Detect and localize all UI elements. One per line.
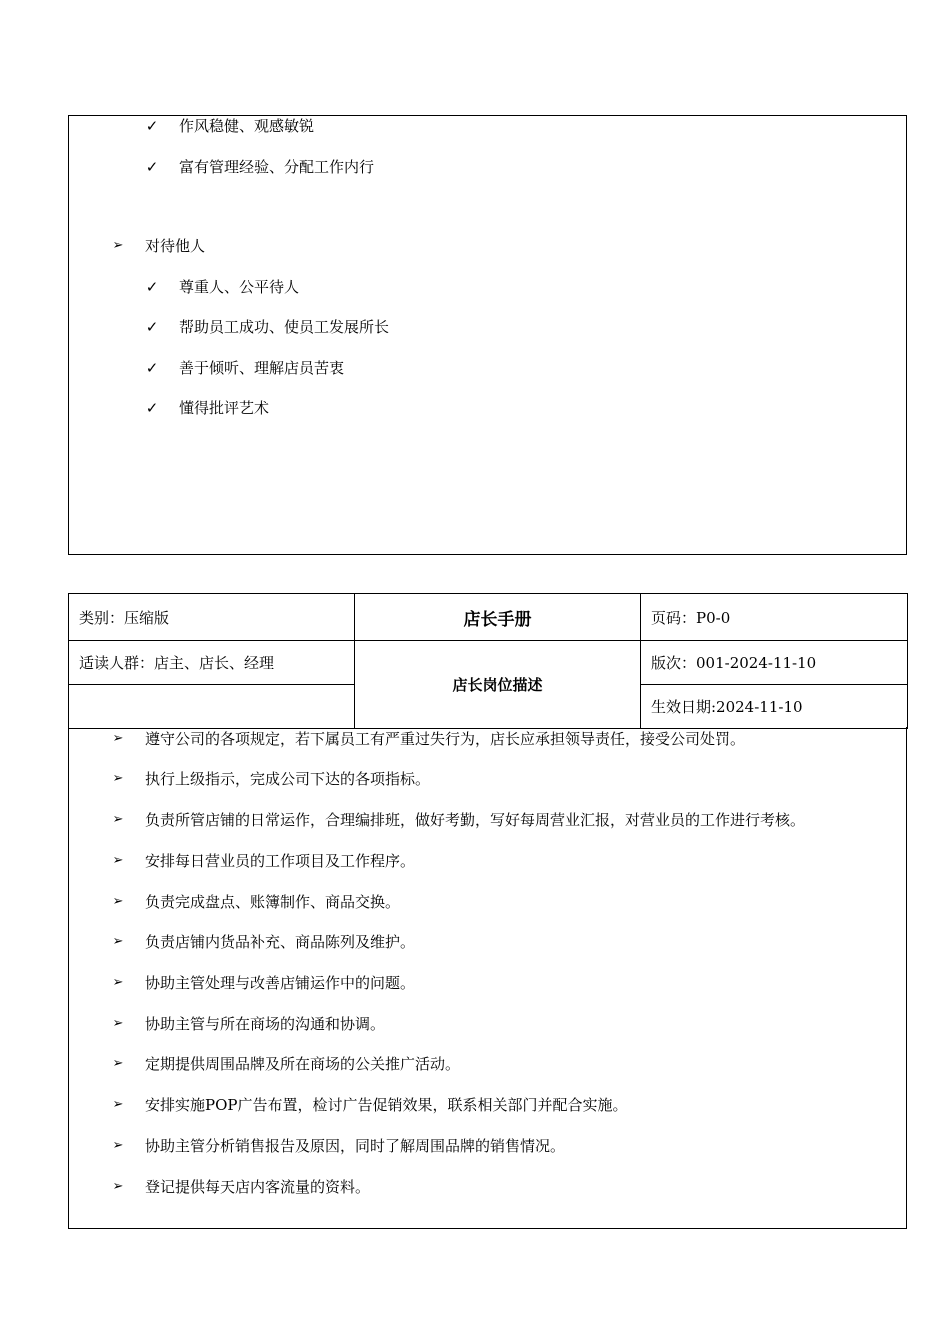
duty-item: 负责完成盘点、账簿制作、商品交换。 xyxy=(145,893,401,911)
duty-item: 负责店铺内货品补充、商品陈列及维护。 xyxy=(145,933,416,951)
arrow-bullet-icon: ➢ xyxy=(112,934,124,949)
duty-item: 登记提供每天店内客流量的资料。 xyxy=(145,1178,371,1196)
arrow-bullet-icon: ➢ xyxy=(112,731,124,746)
duty-item: 协助主管处理与改善店铺运作中的问题。 xyxy=(145,974,416,992)
list-item: 尊重人、公平待人 xyxy=(179,278,300,296)
list-item: 帮助员工成功、使员工发展所长 xyxy=(179,318,390,336)
arrow-bullet-icon: ➢ xyxy=(112,771,124,786)
document-subtitle: 店长岗位描述 xyxy=(355,641,641,729)
arrow-bullet-icon: ➢ xyxy=(112,238,124,253)
page-code-cell: 页码：P0-0 xyxy=(641,594,908,641)
list-item: 善于倾听、理解店员苦衷 xyxy=(179,359,345,377)
check-icon: ✓ xyxy=(145,158,159,176)
duty-item: 负责所管店铺的日常运作，合理编排班，做好考勤，写好每周营业汇报，对营业员的工作进行考核。 xyxy=(145,811,806,829)
duty-item: 协助主管与所在商场的沟通和协调。 xyxy=(145,1015,386,1033)
list-item: 懂得批评艺术 xyxy=(179,399,270,417)
section-heading: 对待他人 xyxy=(145,237,206,255)
category-cell: 类别：压缩版 xyxy=(69,594,355,641)
duty-item: 遵守公司的各项规定，若下属员工有严重过失行为，店长应承担领导责任，接受公司处罚。 xyxy=(145,730,746,748)
check-icon: ✓ xyxy=(145,278,159,296)
check-icon: ✓ xyxy=(145,318,159,336)
arrow-bullet-icon: ➢ xyxy=(112,1056,124,1071)
arrow-bullet-icon: ➢ xyxy=(112,1179,124,1194)
effective-date-cell: 生效日期:2024-11-10 xyxy=(641,685,908,729)
arrow-bullet-icon: ➢ xyxy=(112,812,124,827)
arrow-bullet-icon: ➢ xyxy=(112,975,124,990)
duty-item: 执行上级指示，完成公司下达的各项指标。 xyxy=(145,770,431,788)
check-icon: ✓ xyxy=(145,359,159,377)
document-title: 店长手册 xyxy=(355,594,641,641)
version-cell: 版次：001-2024-11-10 xyxy=(641,641,908,685)
readers-cell: 适读人群：店主、店长、经理 xyxy=(69,641,355,685)
duty-item: 安排每日营业员的工作项目及工作程序。 xyxy=(145,852,416,870)
arrow-bullet-icon: ➢ xyxy=(112,894,124,909)
arrow-bullet-icon: ➢ xyxy=(112,853,124,868)
arrow-bullet-icon: ➢ xyxy=(112,1016,124,1031)
document-header-table xyxy=(68,593,908,729)
arrow-bullet-icon: ➢ xyxy=(112,1138,124,1153)
arrow-bullet-icon: ➢ xyxy=(112,1097,124,1112)
empty-cell xyxy=(69,685,355,729)
duty-item: 安排实施POP广告布置，检讨广告促销效果，联系相关部门并配合实施。 xyxy=(145,1096,628,1114)
check-icon: ✓ xyxy=(145,117,159,135)
duty-item: 协助主管分析销售报告及原因，同时了解周围品牌的销售情况。 xyxy=(145,1137,566,1155)
duty-item: 定期提供周围品牌及所在商场的公关推广活动。 xyxy=(145,1055,461,1073)
list-item: 作风稳健、观感敏锐 xyxy=(179,117,315,135)
check-icon: ✓ xyxy=(145,399,159,417)
list-item: 富有管理经验、分配工作内行 xyxy=(179,158,375,176)
